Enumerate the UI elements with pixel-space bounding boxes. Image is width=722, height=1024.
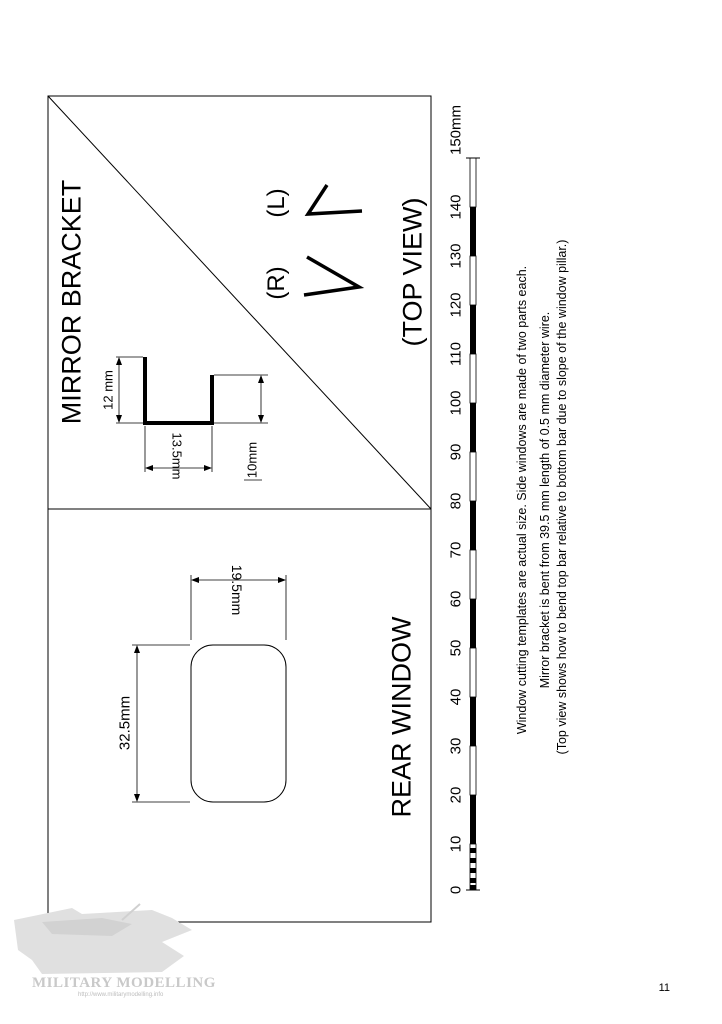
ruler-tick-label: 90: [447, 443, 465, 461]
dim-label-width: 13.5mm: [169, 432, 185, 480]
dim-label-short: 10mm: [244, 441, 260, 479]
top-view-right-shape: [304, 257, 359, 295]
dim-label-length: 32.5mm: [116, 695, 134, 751]
ruler-tick-label: 20: [447, 786, 465, 804]
ruler-tick-label: 60: [447, 590, 465, 608]
page-number: 11: [658, 982, 670, 994]
top-view-left-shape: [308, 185, 362, 214]
ruler-tick-label: 0: [447, 885, 465, 895]
ruler-tick-label: 100: [447, 390, 465, 416]
left-label: (L): [263, 188, 290, 218]
dim-label-height: 12 mm: [100, 370, 116, 410]
ruler-tick-label: 70: [447, 541, 465, 559]
tank-logo-icon: [12, 900, 212, 980]
diagonal-line: [48, 96, 431, 509]
rear-window-shape: [191, 645, 286, 802]
rear-window-title: REAR WINDOW: [386, 616, 417, 818]
mirror-bracket-title: MIRROR BRACKET: [56, 179, 87, 425]
bracket-shape: [145, 357, 212, 423]
logo-text: MILITARY MODELLING: [32, 975, 216, 991]
ruler-tick-label: 10: [447, 835, 465, 853]
ruler-tick-label: 30: [447, 737, 465, 755]
ruler-tick-label: 40: [447, 688, 465, 706]
note-line-2: Mirror bracket is bent from 39.5 mm length of 0.5 mm diameter wire.: [538, 311, 552, 689]
right-label: (R): [263, 266, 290, 300]
ruler-tick-label: 140: [447, 194, 465, 220]
ruler-tick-label: 50: [447, 639, 465, 657]
ruler-tick-label: 110: [447, 342, 465, 366]
note-line-3: (Top view shows how to bend top bar relative to bottom bar due to slope of the window pillar.): [555, 239, 569, 755]
logo-subtext: http://www.militarymodelling.info: [78, 992, 164, 998]
ruler-tick-label: 120: [447, 292, 465, 318]
note-line-1: Window cutting templates are actual size. Side windows are made of two parts each.: [515, 265, 529, 735]
ruler: [466, 158, 480, 890]
ruler-unit-label: 150mm: [447, 104, 465, 156]
top-view-label: (TOP VIEW): [397, 197, 428, 347]
ruler-tick-label: 80: [447, 492, 465, 510]
ruler-tick-label: 130: [447, 243, 465, 269]
dim-label-window-width: 19.5mm: [229, 564, 245, 616]
